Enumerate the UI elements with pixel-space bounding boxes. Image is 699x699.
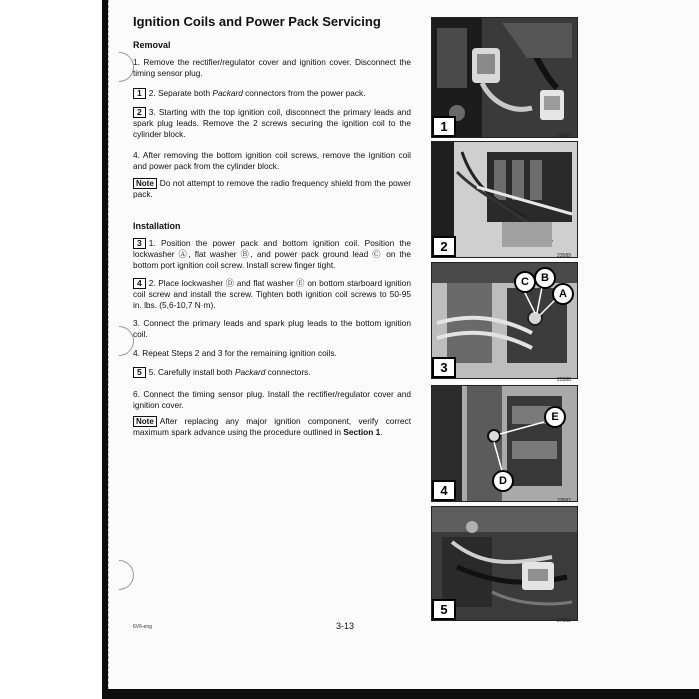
- removal-step-3: 2 3. Starting with the top ignition coil, disconnect the primary leads and spark plug leads. Remove the 2 screws securing the ignition coil to the cylinder block.: [133, 107, 411, 139]
- scan-edge-bottom: [102, 689, 699, 699]
- figure-number: 4: [432, 480, 456, 501]
- callout-c: C: [514, 271, 536, 293]
- removal-note: Note Do not attempt to remove the radio frequency shield from the power pack.: [133, 178, 411, 199]
- removal-step-4: 4. After removing the bottom ignition coil screws, remove the ignition coil and power pack from the cylinder block.: [133, 150, 411, 171]
- page-number: 3-13: [336, 621, 355, 631]
- figure-number: 2: [432, 236, 456, 257]
- figure-code: 23589: [557, 253, 571, 259]
- installation-note: Note After replacing any major ignition component, verify correct maximum spark advance using the procedure outlined in Section 1.: [133, 416, 411, 437]
- callout-e: E: [544, 406, 566, 428]
- installation-heading: Installation: [133, 221, 181, 231]
- removal-step-2: 1 2. Separate both Packard connectors from the power pack.: [133, 88, 411, 99]
- removal-heading: Removal: [133, 40, 171, 50]
- figure-code: 27560: [557, 618, 571, 624]
- installation-step-2: 4 2. Place lockwasher Ⓓ and flat washer Ⓔ on bottom starboard ignition coil screw and install the screw. Tighten both ignition coil screws to 50-95 in. lbs. (5,6-10,7 N·m).: [133, 278, 411, 310]
- note-label: Note: [133, 416, 157, 427]
- figure-5-photo: [431, 506, 578, 621]
- callout-a: A: [552, 283, 574, 305]
- figure-code: 26627: [557, 133, 571, 139]
- installation-step-5: 5 5. Carefully install both Packard connectors.: [133, 367, 411, 378]
- installation-step-1: 3 1. Position the power pack and bottom ignition coil. Position the lockwasher Ⓐ, flat washer Ⓑ, and power pack ground lead Ⓒ on the bottom port ignition coil screw. Install screw finger tight.: [133, 238, 411, 270]
- callout-d: D: [492, 470, 514, 492]
- installation-step-6: 6. Connect the timing sensor plug. Install the rectifier/regulator cover and ignition cover.: [133, 389, 411, 410]
- manual-page: [108, 0, 699, 689]
- figure-4-photo: [431, 385, 578, 502]
- installation-step-3: 3. Connect the primary leads and spark plug leads to the bottom ignition coil.: [133, 318, 411, 339]
- figure-code: 23588: [557, 377, 571, 383]
- figure-ref-box: 2: [133, 107, 146, 118]
- callout-b: B: [534, 267, 556, 289]
- figure-2-photo: [431, 141, 578, 258]
- installation-step-4: 4. Repeat Steps 2 and 3 for the remaining ignition coils.: [133, 348, 337, 358]
- figure-ref-box: 1: [133, 88, 146, 99]
- figure-1-photo: [431, 17, 578, 138]
- note-label: Note: [133, 178, 157, 189]
- figure-number: 3: [432, 357, 456, 378]
- footer-doc-code: 6V6-eng: [133, 624, 152, 630]
- figure-ref-box: 5: [133, 367, 146, 378]
- removal-step-1: 1. Remove the rectifier/regulator cover and ignition cover. Disconnect the timing sensor plug.: [133, 57, 411, 78]
- page-title: Ignition Coils and Power Pack Servicing: [133, 14, 381, 29]
- figure-number: 5: [432, 599, 456, 620]
- figure-code: 23587: [557, 498, 571, 504]
- figure-3-photo: [431, 262, 578, 379]
- figure-number: 1: [432, 116, 456, 137]
- figure-ref-box: 4: [133, 278, 146, 289]
- figure-ref-box: 3: [133, 238, 146, 249]
